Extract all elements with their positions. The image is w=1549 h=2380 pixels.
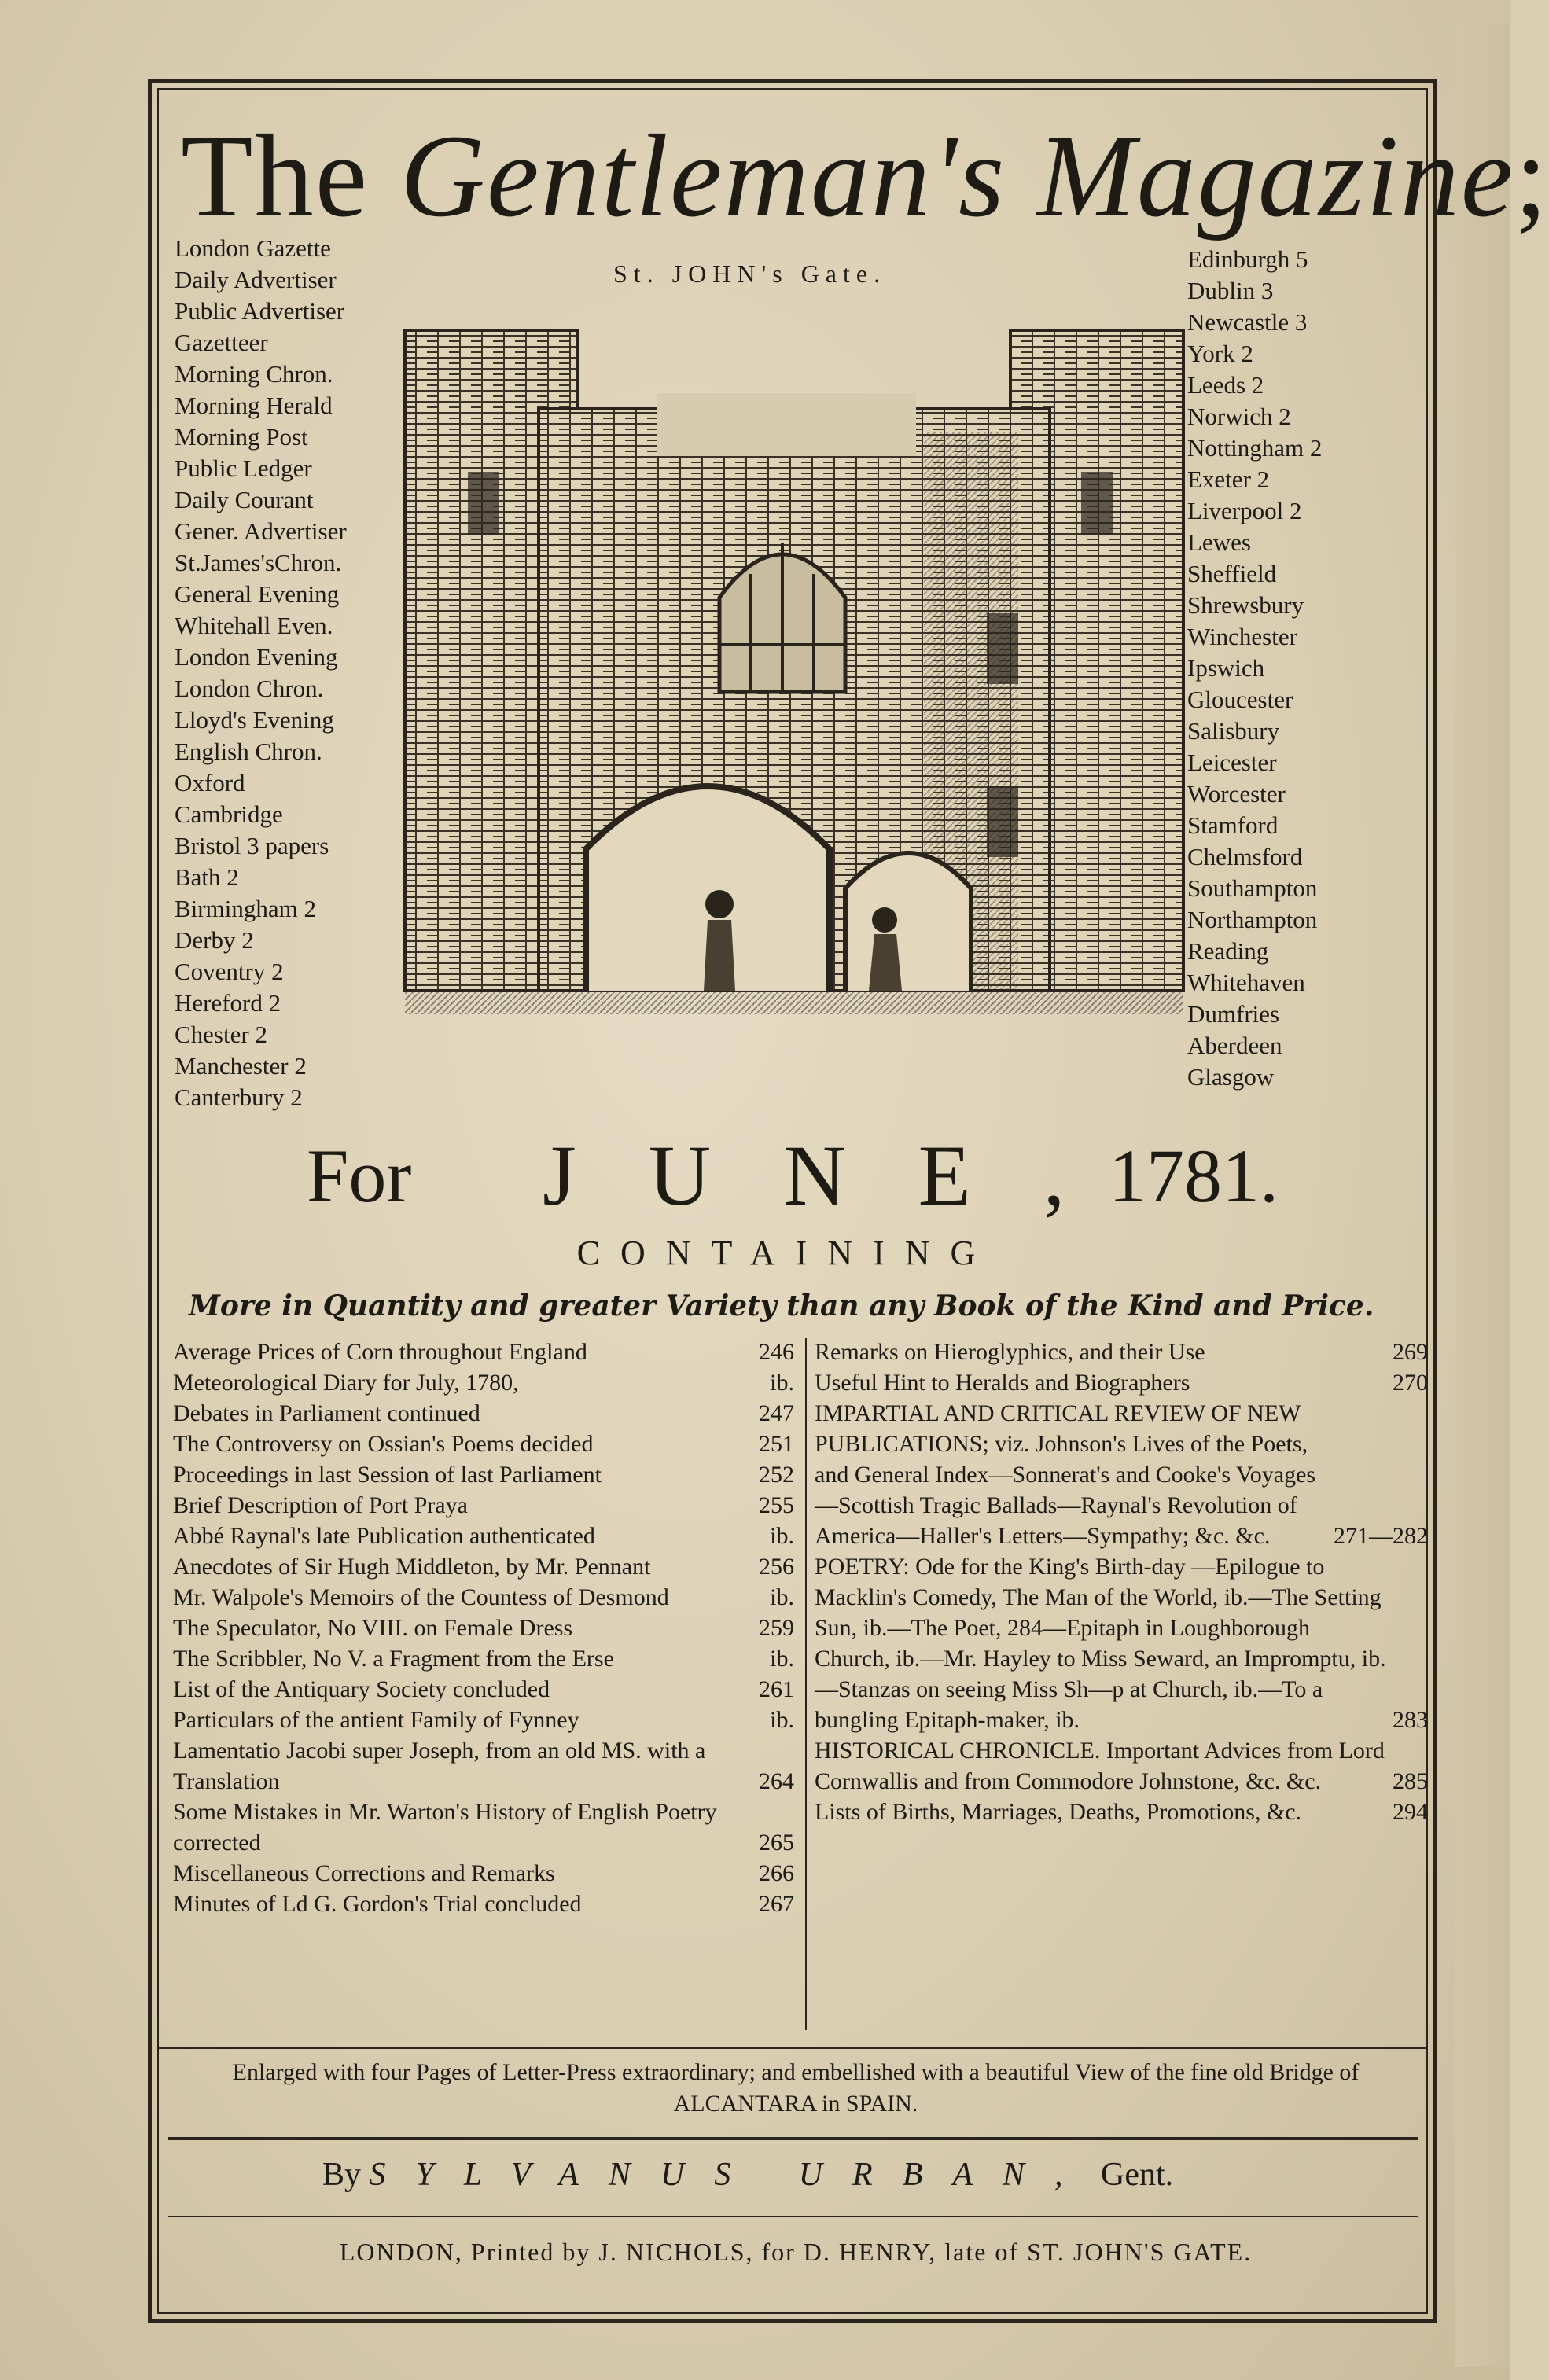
broken-parapet: [657, 393, 916, 456]
contents-entry: [173, 1367, 794, 1398]
contents-entry-page: 270: [1393, 1370, 1428, 1396]
contents-entry-page: ib.: [770, 1523, 794, 1549]
newspaper-name: General Evening: [175, 580, 340, 608]
newspaper-name: Public Ledger: [175, 454, 312, 482]
contents-entry-text: Useful Hint to Heralds and Biographers: [815, 1370, 1190, 1396]
newspaper-name: Nottingham 2: [1187, 434, 1323, 462]
contents-entry-text: The Scribbler, No V. a Fragment from the Erse: [173, 1646, 614, 1672]
newspaper-name: Whitehaven: [1187, 969, 1305, 996]
contents-entry: [815, 1797, 1428, 1827]
contents-entry: [815, 1551, 1428, 1735]
tagline: More in Quantity and greater Variety than any Book of the Kind and Price.: [189, 1289, 1374, 1322]
issue-year: 1781.: [1109, 1134, 1279, 1218]
newspaper-name: Ipswich: [1187, 654, 1265, 682]
newspaper-name: Dublin 3: [1187, 277, 1274, 304]
newspaper-name: Coventry 2: [175, 958, 284, 985]
newspaper-name: Norwich 2: [1187, 403, 1291, 430]
figure-head: [705, 890, 734, 918]
contents-entry: [173, 1613, 794, 1643]
right-newspaper-list: [1187, 244, 1439, 1093]
column-divider: [805, 1338, 807, 2030]
st-johns-gate-woodcut: [405, 315, 1183, 1046]
contents-entry-page: 261: [759, 1676, 794, 1702]
contents-entry: [173, 1582, 794, 1613]
contents-entry: [173, 1889, 794, 1919]
newspaper-name: Stamford: [1187, 811, 1279, 839]
title-the: The: [181, 111, 370, 241]
newspaper-name: Manchester 2: [175, 1052, 307, 1080]
rule-above-enlarged: [157, 2047, 1428, 2049]
tower-window: [468, 472, 499, 535]
contents-entry-text: HISTORICAL CHRONICLE. Important Advices from Lord Cornwallis and from Commodore Johnstone, &c. &c.: [815, 1738, 1385, 1794]
containing-heading: CONTAINING: [576, 1234, 996, 1272]
newspaper-name: Lloyd's Evening: [175, 706, 334, 734]
magazine-title: [181, 109, 1549, 242]
byline: [322, 2156, 1345, 2194]
title-gentlemans-magazine: Gentleman's Magazine: [399, 111, 1515, 241]
contents-entry-text: The Controversy on Ossian's Poems decided: [173, 1431, 594, 1457]
contents-entry-page: 269: [1393, 1339, 1428, 1365]
newspaper-name: Worcester: [1187, 780, 1286, 807]
contents-entry-page: 251: [759, 1431, 794, 1457]
newspaper-name: Chelmsford: [1187, 843, 1303, 870]
issue-for: For: [307, 1134, 412, 1218]
contents-entry: [815, 1735, 1428, 1797]
newspaper-name: Bristol 3 papers: [175, 832, 329, 859]
byline-by: By: [322, 2157, 362, 2193]
rule-above-byline: [168, 2137, 1418, 2140]
page-edge-bleed: [1455, 24, 1510, 2367]
figure-left: [704, 920, 735, 991]
contents-entry-page: 256: [759, 1554, 794, 1580]
newspaper-name: Newcastle 3: [1187, 308, 1308, 336]
newspaper-name: Northampton: [1187, 906, 1318, 933]
newspaper-name: Southampton: [1187, 874, 1318, 902]
ground-line: [405, 991, 1183, 1014]
contents-entry-text: Remarks on Hieroglyphics, and their Use: [815, 1339, 1205, 1365]
contents-entry-page: 294: [1393, 1799, 1428, 1825]
contents-entry-page: 259: [759, 1615, 794, 1641]
newspaper-name: Bath 2: [175, 863, 239, 891]
newspaper-name: Lewes: [1187, 528, 1251, 556]
newspaper-name: Whitehall Even.: [175, 612, 333, 639]
newspaper-name: Dumfries: [1187, 1000, 1280, 1028]
contents-entry: [173, 1643, 794, 1674]
contents-entry: [815, 1367, 1428, 1398]
tower-window: [1081, 472, 1113, 535]
contents-entry-page: 252: [759, 1462, 794, 1488]
newspaper-name: Aberdeen: [1187, 1032, 1282, 1059]
newspaper-name: Canterbury 2: [175, 1083, 303, 1111]
tower-window: [987, 786, 1018, 857]
newspaper-name: Edinburgh 5: [1187, 245, 1308, 273]
newspaper-name: St.James'sChron.: [175, 549, 342, 576]
newspaper-name: Sheffield: [1187, 560, 1277, 587]
contents-entry-text: Lists of Births, Marriages, Deaths, Promotions, &c.: [815, 1799, 1302, 1825]
contents-entry-page: ib.: [770, 1646, 794, 1672]
contents-entry-text: Lamentatio Jacobi super Joseph, from an old MS. with a Translation: [173, 1738, 706, 1794]
contents-entry-page: 246: [759, 1339, 794, 1365]
newspaper-name: Chester 2: [175, 1021, 267, 1048]
contents-entry-text: Abbé Raynal's late Publication authenticated: [173, 1523, 595, 1549]
contents-entry-text: Some Mistakes in Mr. Warton's History of English Poetry corrected: [173, 1799, 717, 1856]
byline-gent: Gent.: [1101, 2157, 1174, 2193]
gate-label: St. JOHN's Gate.: [613, 259, 887, 288]
enlarged-note: Enlarged with four Pages of Letter-Press extraordinary; and embellished with a beautiful View of the fine old Bridge of ALCANTARA in SPAIN.: [232, 2059, 1360, 2117]
contents-entry-page: 247: [759, 1400, 794, 1426]
newspaper-name: London Chron.: [175, 675, 324, 702]
contents-entry: [815, 1337, 1428, 1367]
newspaper-name: Public Advertiser: [175, 297, 345, 325]
newspaper-name: Leicester: [1187, 749, 1277, 776]
newspaper-name: Hereford 2: [175, 989, 281, 1017]
contents-entry-text: POETRY: Ode for the King's Birth-day —Epilogue to Macklin's Comedy, The Man of the World, ib.—The Setting Sun, ib.—The Poet, 284—Epitaph in Loughborough Church, ib.—Mr. Hayley to Miss Seward, an Impromptu, ib.—Stanzas on seeing Miss Sh—p at Church, ib.—To a bungling Epitaph-maker, ib.: [815, 1554, 1386, 1733]
newspaper-name: York 2: [1187, 340, 1253, 367]
rule-above-imprint: [168, 2216, 1418, 2217]
newspaper-name: Morning Post: [175, 423, 308, 451]
newspaper-name: Salisbury: [1187, 717, 1280, 745]
newspaper-name: Leeds 2: [1187, 371, 1264, 399]
contents-entry-page: 264: [759, 1768, 794, 1794]
contents-entry: [173, 1398, 794, 1429]
contents-entry: [173, 1551, 794, 1582]
contents-entry: [173, 1705, 794, 1735]
contents-entry-text: Particulars of the antient Family of Fynney: [173, 1707, 579, 1733]
newspaper-name: Derby 2: [175, 926, 254, 954]
contents-entry-page: 265: [759, 1830, 794, 1856]
contents-entry-text: List of the Antiquary Society concluded: [173, 1676, 550, 1702]
figure-head: [872, 907, 897, 933]
contents-entry-page: 266: [759, 1860, 794, 1886]
newspaper-name: London Evening: [175, 643, 338, 671]
newspaper-name: Glasgow: [1187, 1063, 1275, 1091]
contents-entry: [173, 1735, 794, 1797]
title-semicolon: ;: [1514, 111, 1549, 241]
contents-entry-page: 283: [1393, 1707, 1428, 1733]
contents-entry-text: Mr. Walpole's Memoirs of the Countess of Desmond: [173, 1584, 669, 1610]
contents-entry: [173, 1429, 794, 1459]
contents-entry-text: Miscellaneous Corrections and Remarks: [173, 1860, 555, 1886]
newspaper-name: Oxford: [175, 769, 245, 796]
newspaper-name: English Chron.: [175, 738, 322, 765]
contents-entry-page: 285: [1393, 1768, 1428, 1794]
contents-right-column: [815, 1337, 1428, 1827]
side-archway: [845, 853, 971, 991]
contents-entry-text: Debates in Parliament continued: [173, 1400, 480, 1426]
contents-entry: [815, 1398, 1428, 1551]
contents-entry-page: ib.: [770, 1370, 794, 1396]
newspaper-name: Winchester: [1187, 623, 1297, 650]
issue-date-line: [307, 1127, 1329, 1234]
contents-entry: [173, 1521, 794, 1551]
contents-entry-text: Average Prices of Corn throughout England: [173, 1339, 587, 1365]
contents-entry-text: Brief Description of Port Praya: [173, 1492, 468, 1518]
contents-entry-page: ib.: [770, 1707, 794, 1733]
contents-entry: [173, 1797, 794, 1858]
contents-entry-text: The Speculator, No VIII. on Female Dress: [173, 1615, 573, 1641]
contents-entry: [173, 1337, 794, 1367]
issue-month: JUNE,: [543, 1127, 1138, 1223]
contents-entry-text: IMPARTIAL AND CRITICAL REVIEW OF NEW PUBLICATIONS; viz. Johnson's Lives of the Poets, and General Index—Sonnerat's and Cooke's Voyages—Scottish Tragic Ballads—Raynal's Revolution of America—Haller's Letters—Sympathy; &c. &c.: [815, 1400, 1316, 1549]
contents-entry: [173, 1674, 794, 1705]
contents-entry-page: 255: [759, 1492, 794, 1518]
contents-entry-text: Proceedings in last Session of last Parliament: [173, 1462, 602, 1488]
newspaper-name: Daily Courant: [175, 486, 314, 513]
contents-entry-page: ib.: [770, 1584, 794, 1610]
newspaper-name: Gener. Advertiser: [175, 517, 347, 545]
newspaper-name: Gloucester: [1187, 686, 1293, 713]
newspaper-name: Birmingham 2: [175, 895, 316, 922]
figure-right: [869, 934, 902, 991]
newspaper-name: Cambridge: [175, 800, 283, 828]
newspaper-name: Morning Chron.: [175, 360, 333, 388]
contents-entry-text: Minutes of Ld G. Gordon's Trial concluded: [173, 1891, 582, 1917]
left-newspaper-list: [175, 233, 410, 1113]
newspaper-name: Liverpool 2: [1187, 497, 1302, 524]
tower-window: [987, 613, 1018, 684]
contents-entry: [173, 1459, 794, 1490]
contents-entry-text: Meteorological Diary for July, 1780,: [173, 1370, 519, 1396]
contents-entry: [173, 1490, 794, 1521]
contents-entry-text: Anecdotes of Sir Hugh Middleton, by Mr. Pennant: [173, 1554, 651, 1580]
byline-author: SYLVANUS URBAN,: [369, 2157, 1093, 2193]
imprint: LONDON, Printed by J. NICHOLS, for D. HENRY, late of ST. JOHN'S GATE.: [339, 2238, 1253, 2266]
newspaper-name: London Gazette: [175, 234, 331, 262]
newspaper-name: Daily Advertiser: [175, 266, 337, 293]
contents-entry-page: 267: [759, 1891, 794, 1917]
contents-entry: [173, 1858, 794, 1889]
newspaper-name: Gazetteer: [175, 329, 268, 356]
newspaper-name: Reading: [1187, 937, 1269, 965]
newspaper-name: Exeter 2: [1187, 465, 1270, 493]
contents-entry-page: 271—282: [1334, 1523, 1428, 1549]
contents-left-column: [173, 1337, 794, 1919]
newspaper-name: Morning Herald: [175, 392, 333, 419]
newspaper-name: Shrewsbury: [1187, 591, 1304, 619]
